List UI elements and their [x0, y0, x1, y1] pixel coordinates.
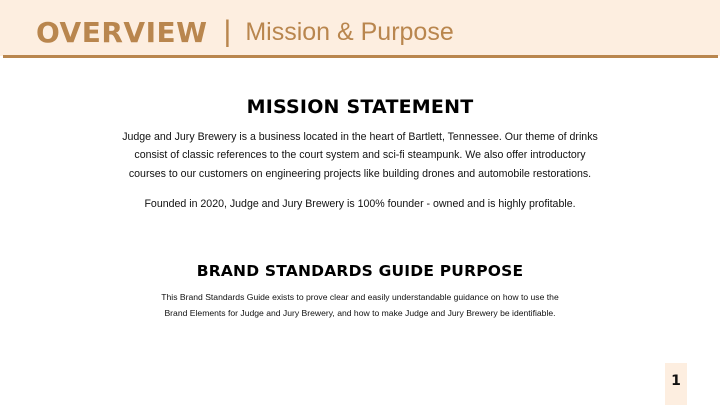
brand-guide-text [40, 290, 680, 321]
mission-line: consist of classic references to the court system and sci-fi steampunk. We also offer introductory [134, 149, 586, 162]
header-divider [3, 55, 718, 58]
mission-statement-heading: MISSION STATEMENT [246, 96, 474, 118]
brand-guide-line: This Brand Standards Guide exists to prove clear and easily understandable guidance on how to use the [161, 292, 559, 302]
title-separator: | [223, 15, 232, 48]
header [36, 12, 454, 52]
mission-line: courses to our customers on engineering projects like building drones and automobile restorations. [128, 167, 592, 180]
mission-statement-text [40, 128, 680, 183]
mission-line: Judge and Jury Brewery is a business located in the heart of Bartlett, Tennessee. Our theme of drinks [122, 131, 598, 143]
page-number: 1 [665, 363, 687, 405]
page-subtitle: Mission & Purpose [245, 17, 454, 46]
page-title: OVERVIEW [36, 15, 208, 49]
brand-guide-line: Brand Elements for Judge and Jury Brewery, and how to make Judge and Jury Brewery be identifiable. [164, 307, 556, 318]
brand-guide-heading: BRAND STANDARDS GUIDE PURPOSE [196, 262, 524, 280]
founded-statement: Founded in 2020, Judge and Jury Brewery is 100% founder - owned and is highly profitable. [144, 198, 576, 210]
